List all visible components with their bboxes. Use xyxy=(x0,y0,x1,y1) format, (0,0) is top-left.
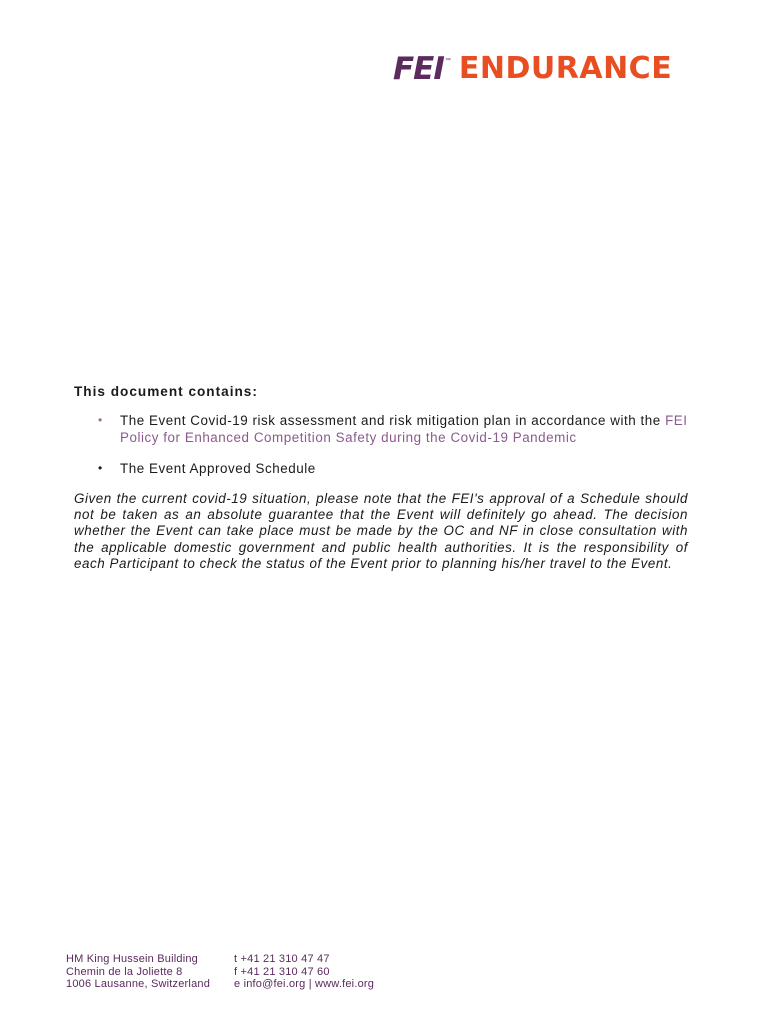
contents-list xyxy=(74,412,688,477)
trademark-symbol: ™ xyxy=(444,58,451,64)
bullet-icon: • xyxy=(98,413,103,427)
address-line: Chemin de la Joliette 8 xyxy=(66,965,183,978)
document-content xyxy=(74,384,688,572)
covid-disclaimer: Given the current covid-19 situation, please note that the FEI's approval of a Schedule should not be taken as an absolute guarantee that the Event will definitely go ahead. The decision whether the Event can take place must be made by the OC and NF in close consultation with the applicable domestic government and public health authorities. It is the responsibility of each Participant to check the status of the Event prior to planning his/her travel to the Event. xyxy=(74,491,688,571)
fax-line: f +41 21 310 47 60 xyxy=(234,965,330,978)
list-item xyxy=(74,412,688,446)
footer xyxy=(66,953,374,991)
list-item xyxy=(74,460,688,477)
address-line: HM King Hussein Building xyxy=(66,953,198,965)
list-item-text: The Event Approved Schedule xyxy=(120,461,316,476)
fei-endurance-logo xyxy=(393,50,672,88)
footer-address xyxy=(66,953,234,991)
address-line: 1006 Lausanne, Switzerland xyxy=(66,978,211,990)
bullet-icon: • xyxy=(98,461,103,475)
email-web-line[interactable]: e info@fei.org | www.fei.org xyxy=(234,978,375,990)
document-heading: This document contains: xyxy=(74,384,258,399)
phone-line: t +41 21 310 47 47 xyxy=(234,953,330,965)
endurance-logo-text: ENDURANCE xyxy=(458,51,673,86)
policy-link[interactable]: FEI Policy for Enhanced Competition Safety during the Covid-19 Pandemic xyxy=(120,413,688,445)
footer-contact xyxy=(234,953,374,991)
list-item-text: The Event Covid-19 risk assessment and risk mitigation plan in accordance with the xyxy=(120,413,666,428)
fei-logo-text: FEI xyxy=(393,50,444,87)
